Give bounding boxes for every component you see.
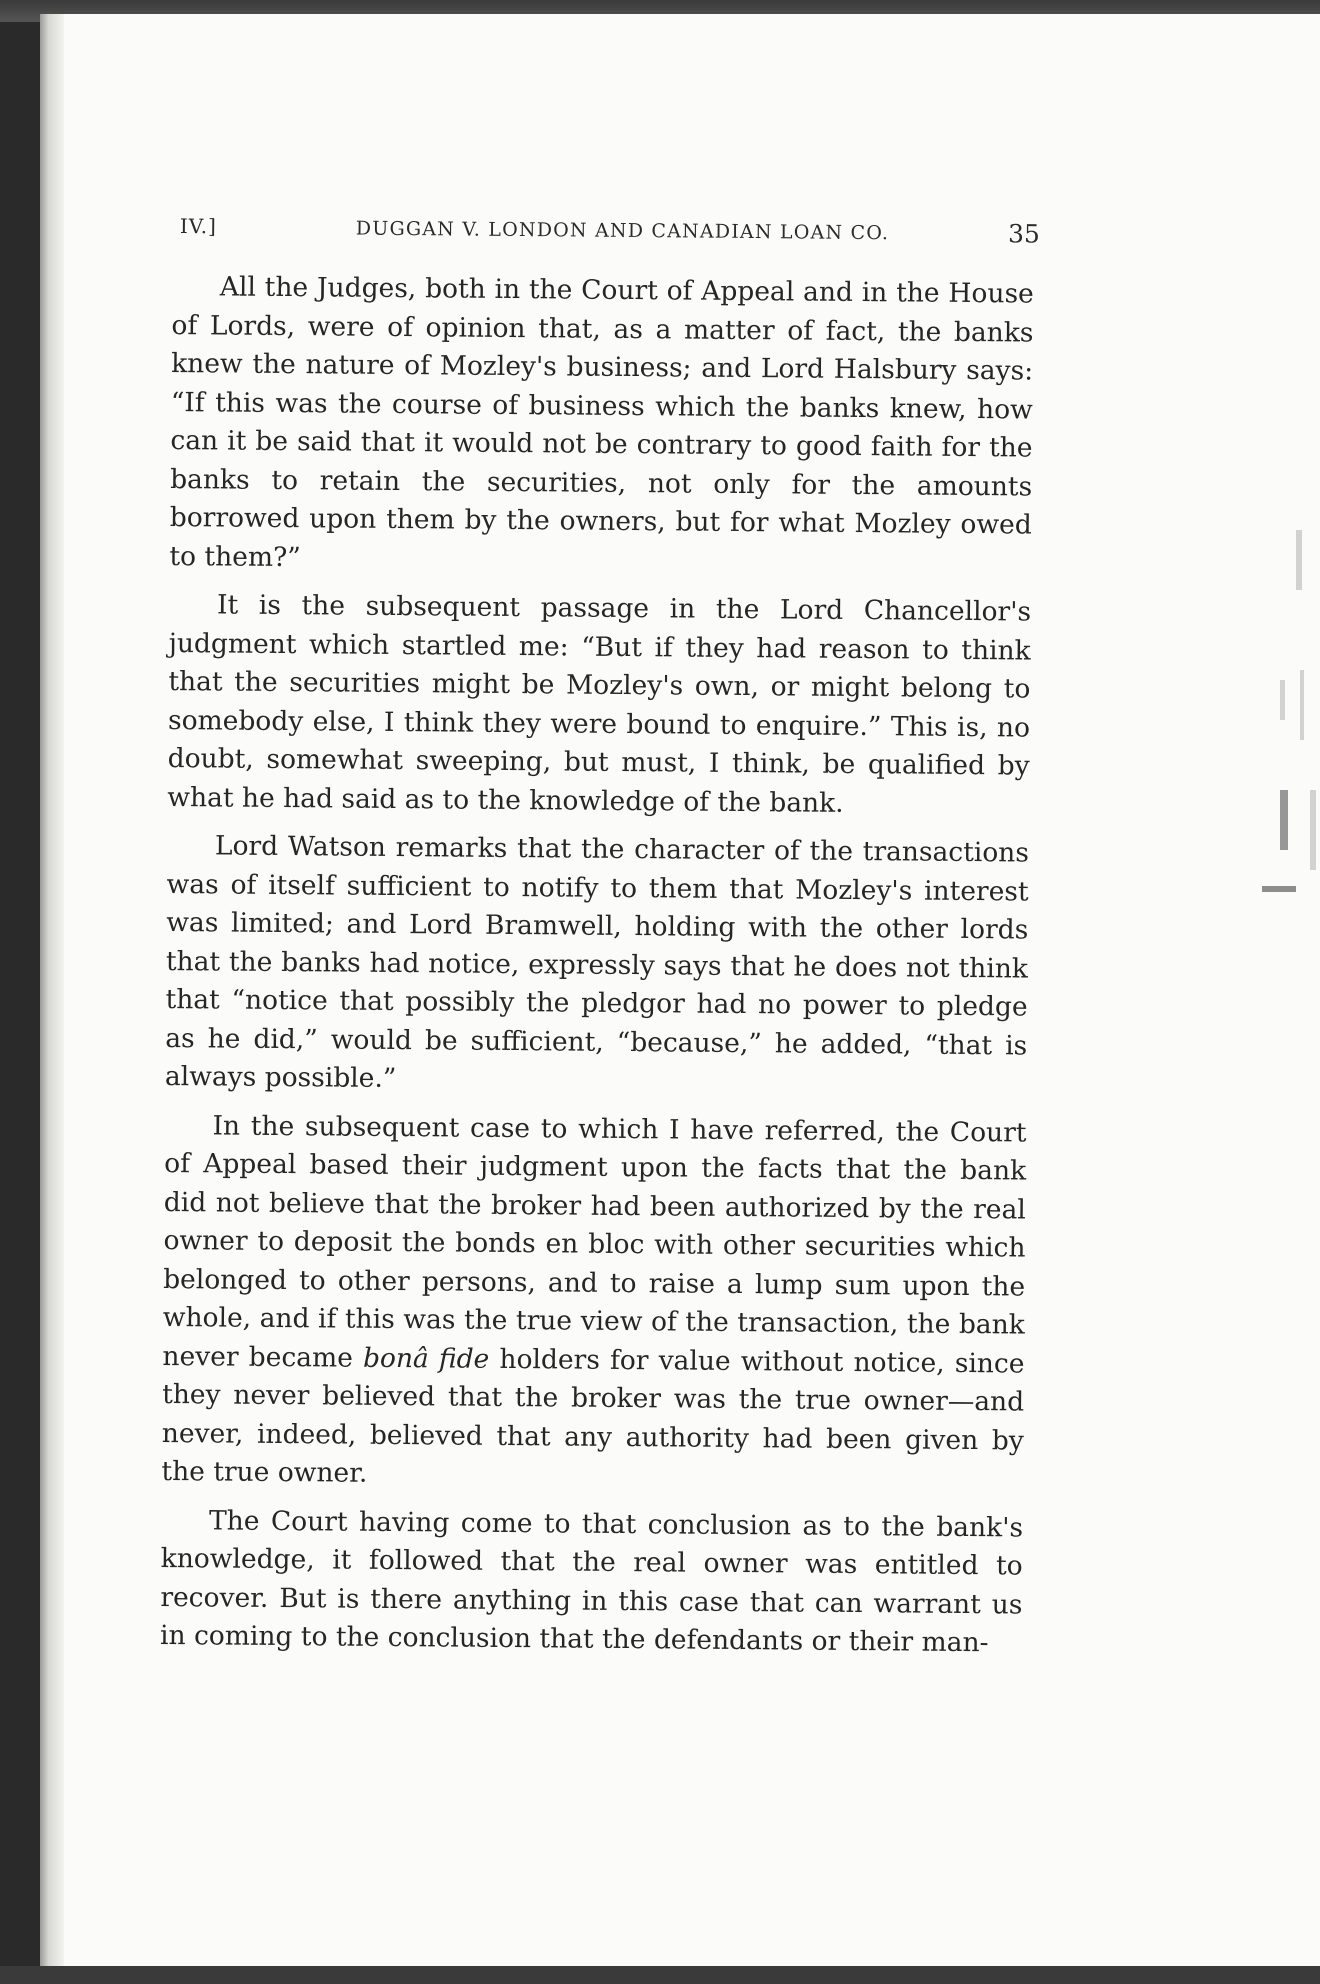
- scan-bottom-edge: [0, 1966, 1320, 1984]
- paragraph-4-text-after: holders for value without notice, since they never believed that the broker was the true owner—and never, indeed, believed that any authority had been given by the true owner.: [161, 1343, 1025, 1489]
- chapter-number: IV.]: [179, 213, 217, 239]
- running-header: [180, 212, 1040, 256]
- italic-latin-phrase: bonâ fide: [362, 1342, 490, 1375]
- paragraph-5: The Court having come to that conclusion as to the bank's knowledge, it followed that the real owner was entitled to recover. But is there anything in this case that can warrant us in coming to the conclusion that the defendants or their man-: [159, 1504, 1024, 1659]
- body-text: [160, 268, 1034, 1663]
- paragraph-1: All the Judges, both in the Court of Appeal and in the House of Lords, were of opinion that, as a matter of fact, the banks knew the nature of Mozley's business; and Lord Halsbury says: “If this was the course of business which the banks knew, how can it be said that it would not be contrary to good faith for the banks to retain the securities, not only for the amounts borrowed upon them by the owners, but for what Mozley owed to them?”: [169, 271, 1034, 573]
- paragraph-4: [161, 1106, 1026, 1499]
- page-binding-shadow: [40, 14, 64, 1968]
- paragraph-3: Lord Watson remarks that the character of the transactions was of itself sufficient to notify to them that Mozley's interest was limited; and Lord Bramwell, holding with the other lords that the banks had notice, expressly says that he does not think that “notice that possibly the pledgor had no power to pledge as he did,” would be sufficient, “because,” he added, “that is always possible.”: [164, 830, 1030, 1094]
- page-number: 35: [1007, 219, 1040, 249]
- show-through-marks: [1250, 530, 1320, 930]
- running-title: DUGGAN V. LONDON AND CANADIAN LOAN CO.: [355, 217, 890, 245]
- paragraph-2: It is the subsequent passage in the Lord Chancellor's judgment which startled me: “But if they had reason to think that the securities might be Mozley's own, or might belong to somebody else, I think they were bound to enquire.” This is, no doubt, somewhat sweeping, but must, I think, be qualified by what he had said as to the knowledge of the bank.: [167, 589, 1032, 819]
- paragraph-4-text-before: In the subsequent case to which I have referred, the Court of Appeal based their judgment upon the facts that the bank did not believe that the broker had been authorized by the real owner to deposit the bonds en bloc with other securities which belonged to other persons, and to raise a lump sum upon the whole, and if this was the true view of the transaction, the bank never became: [162, 1109, 1027, 1374]
